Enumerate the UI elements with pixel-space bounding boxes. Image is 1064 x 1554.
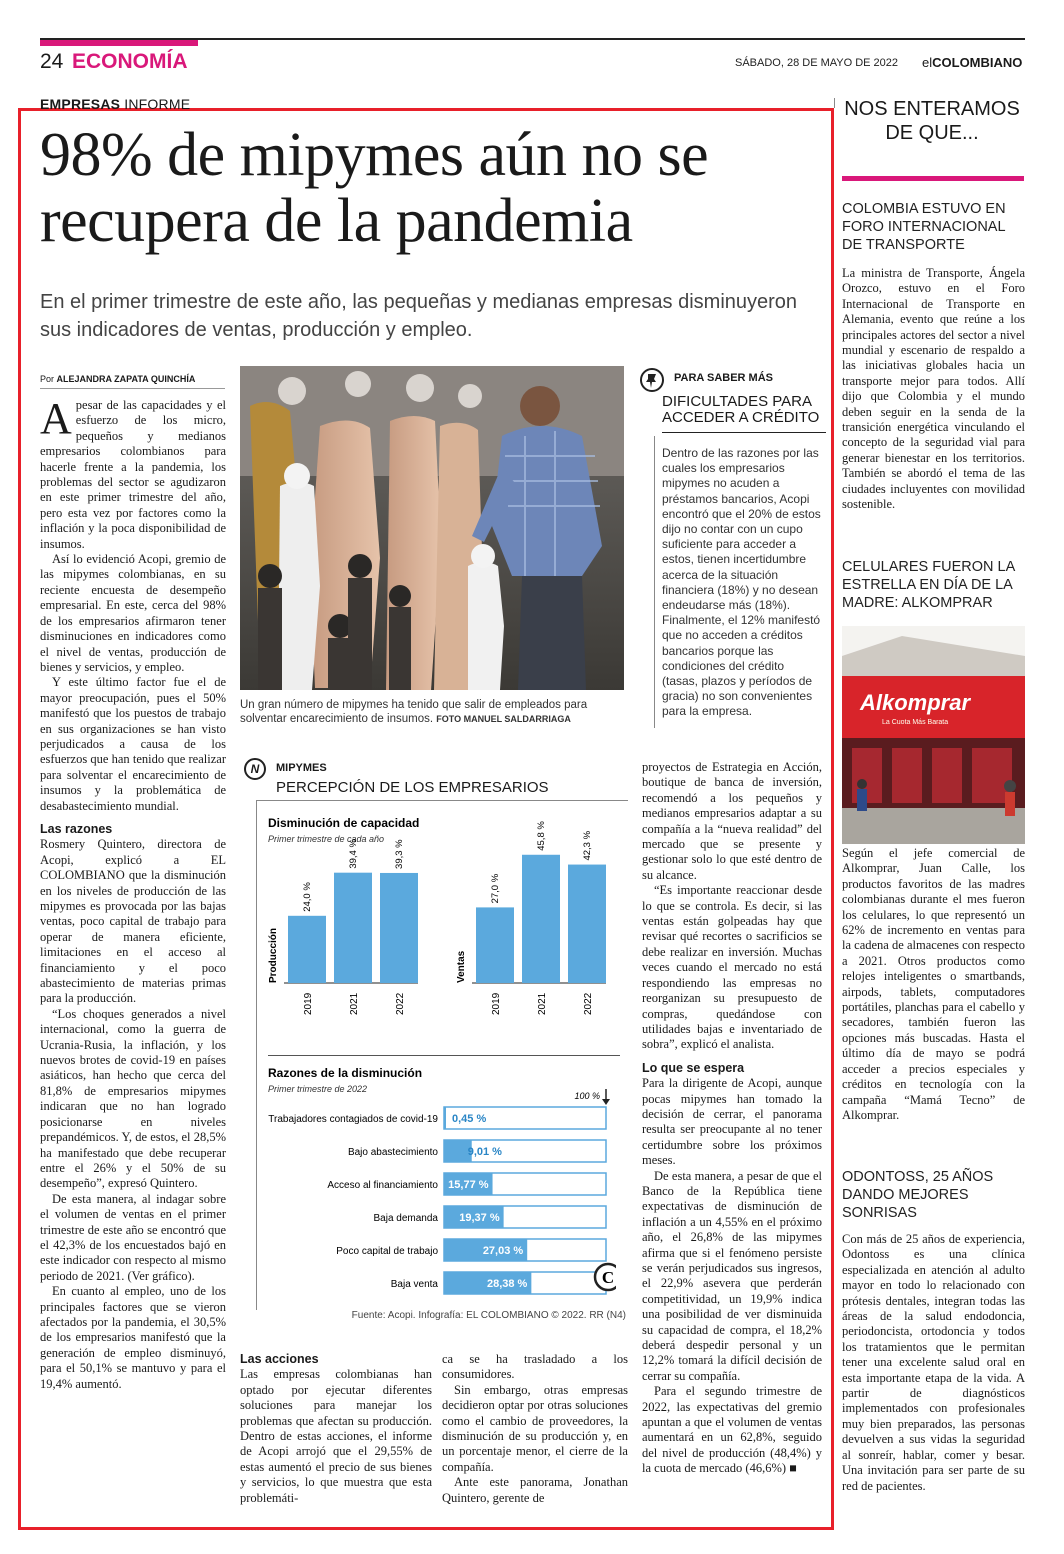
- paragraph: De esta manera, al indagar sobre el volumen de ventas en el primer trimestre de este año se encontró que el 42,3% de los encuestados bajó en este indicador con respecto al mismo periodo de 2021. (Ver gráfico).: [40, 1191, 226, 1283]
- kicker-rest: INFORME: [120, 96, 191, 112]
- end-mark: ■: [789, 1461, 797, 1476]
- reason-value-label: 9,01 %: [467, 1146, 502, 1158]
- store-sign: Alkomprar: [860, 690, 971, 715]
- store-sign-sub: La Cuota Más Barata: [882, 719, 949, 726]
- down-arrow-icon: [602, 1089, 610, 1105]
- bar-value-label: 39,3 %: [394, 839, 405, 869]
- reason-value-label: 27,03 %: [482, 1245, 524, 1257]
- bar-value-label: 24,0 %: [302, 882, 313, 912]
- kicker-bold: EMPRESAS: [40, 96, 121, 112]
- capacity-chart-title: Disminución de capacidad: [268, 816, 420, 830]
- section-name: ECONOMÍA: [72, 50, 188, 73]
- reason-label: Bajo abastecimiento: [347, 1147, 438, 1158]
- sidebar-title: NOS ENTERAMOS DE QUE...: [844, 98, 1020, 144]
- psm-label: PARA SABER MÁS: [674, 372, 774, 384]
- bar: [522, 855, 560, 983]
- bar: [568, 865, 606, 983]
- reason-value-label: 0,45 %: [452, 1113, 487, 1125]
- bar: [288, 916, 326, 983]
- sidebar-story-3-text: Con más de 25 años de experiencia, Odontoss es una clínica especializada en atención al adulto mayor en todo lo relacionado con prótesis dentales, integran todas las áreas de la salud endodoncia, periodoncista, ortodoncia y todos los tratamientos que le permitan tener una excelente salud oral en esta importante etapa de la vida. A partir de diagnósticos implementados con profesionales muy bien preparados, las personas devuelven a sus vidas la seguridad al sonreír, hablar, comer y besar. Una invitación para ser parte de su red de pacientes.: [842, 1232, 1025, 1493]
- series-label: Producción: [268, 927, 279, 983]
- reason-bar: [444, 1107, 446, 1129]
- byline-rule: [40, 388, 225, 389]
- paragraph: Y este último factor fue el de mayor preocupación, pues el 50% manifestó que los puestos de trabajo en sus organizaciones se han visto perjudicados a causa de los esfuerzos que han tenido que realizar para solventar el encarecimiento de insumos y la problemática de desabastecimiento mundial.: [40, 675, 226, 813]
- category-label: 2022: [583, 992, 594, 1015]
- photo-caption: [240, 698, 630, 726]
- brand-name: COLOMBIANO: [932, 55, 1023, 70]
- series-label: Ventas: [456, 950, 467, 983]
- byline-prefix: Por: [40, 374, 57, 384]
- reason-label: Acceso al financiamiento: [327, 1180, 438, 1191]
- reason-value-label: 19,37 %: [459, 1212, 500, 1224]
- bar: [380, 873, 418, 983]
- bar-value-label: 39,4 %: [348, 839, 359, 869]
- reason-label: Poco capital de trabajo: [336, 1246, 438, 1257]
- sidebar-story-2-head: CELULARES FUERON LA ESTRELLA EN DÍA DE LA MADRE: ALKOMPRAR: [842, 559, 1015, 611]
- paragraph: “Es importante reaccionar desde lo que se controla. Es decir, si las ventas están golpeadas hay que revisar qué recortes o sacrificios se debe realizar en inversión. Muchas veces cuando el mercado no está respondiendo las empresas no reorganizan su presupuesto de compras, quedándose con utilidades bajas e inventariado de sobra”, explicó el analista.: [642, 883, 822, 1052]
- reason-label: Baja venta: [390, 1279, 438, 1290]
- reason-value-label: 15,77 %: [448, 1179, 489, 1191]
- reason-value-label: 28,38 %: [486, 1278, 528, 1290]
- infographic-source: Fuente: Acopi. Infografía: EL COLOMBIANO © 2022. RR (N4): [351, 1310, 626, 1321]
- subhead: Las razones: [40, 821, 113, 836]
- capacity-chart-subtitle: Primer trimestre de cada año: [268, 834, 385, 844]
- reason-label: Baja demanda: [373, 1213, 438, 1224]
- paragraph: En cuanto al empleo, uno de los principales factores que se vieron afectados por la pandemia, el 30,5% de los empresarios manifestó que la generación de empleo disminuyó, para el 50,1% se mantuvo y para el 19,4% aumentó.: [40, 1284, 226, 1391]
- psm-title: DIFICULTADES PARA ACCEDER A CRÉDITO: [662, 393, 820, 426]
- issue-date: SÁBADO, 28 DE MAYO DE 2022: [735, 57, 899, 69]
- infographic-icon: N: [244, 758, 266, 780]
- brand-prefix: el: [922, 55, 933, 70]
- paragraph: Ante este panorama, Jonathan Quintero, gerente de: [442, 1475, 628, 1505]
- pin-icon: [640, 368, 664, 392]
- paragraph: Las empresas colombianas han optado por ejecutar diferentes soluciones para manejar los problemas que afectan su producción. Dentro de estas acciones, el informe de Acopi arrojó que el 29,55% de estas aumentó el precio de sus bienes y servicios, lo que muestra que esta problemáti-: [240, 1367, 432, 1505]
- subhead: Lo que se espera: [642, 1060, 745, 1075]
- paragraph: [642, 1384, 822, 1476]
- article-column-2b: [442, 1352, 628, 1506]
- sidebar-accent-bar: [842, 176, 1024, 181]
- photo-credit: FOTO MANUEL SALDARRIAGA: [436, 714, 571, 724]
- paragraph: Así lo evidenció Acopi, gremio de las mipymes colombianas, en su reciente encuesta de desempeño empresarial. En este, cerca del 98% de los empresarios afirmaron tener disminuciones en indicadores como el nivel de ventas, producción de bienes y servicios, y empleo.: [40, 552, 226, 674]
- bar: [334, 873, 372, 983]
- category-label: 2019: [303, 992, 314, 1015]
- article-kicker: [40, 96, 190, 112]
- logo-letter: C: [601, 1268, 615, 1287]
- caption-text: Un gran número de mipymes ha tenido que salir de empleados para solventar encarecimiento de insumos.: [240, 699, 588, 725]
- psm-rule: [662, 432, 826, 433]
- reasons-chart-max-label: 100 %: [574, 1091, 600, 1101]
- reason-label: Trabajadores contagiados de covid-19: [268, 1114, 438, 1125]
- article-photo: [240, 366, 624, 690]
- byline: [40, 374, 195, 384]
- paragraph: Para la dirigente de Acopi, aunque pocas mipymes han tomado la decisión de cerrar, el panorama resulta ser preocupante al no tener certidumbre sobre los próximos meses.: [642, 1076, 822, 1168]
- paragraph: Rosmery Quintero, directora de Acopi, explicó a EL COLOMBIANO que la disminución en los niveles de producción de las mipymes es provocada por las bajas ventas, poco capital de trabajo para operar de manera eficiente, limitaciones en el acceso al financiamiento y el poco abastecimiento de materias primas para la producción.: [40, 837, 226, 1006]
- bar-value-label: 42,3 %: [582, 830, 593, 861]
- infographic-kicker: MIPYMES: [276, 762, 327, 774]
- bar-value-label: 45,8 %: [536, 821, 547, 851]
- paragraph: De esta manera, a pesar de que el Banco de la República tiene expectativas de disminución de inflación a un 4,55% en el próximo año, el 26,8% de las mipymes afirma que si el fenómeno persiste se verán perjudicados sus ingresos, el 22,9% asevera que perderán competitividad, un 19,9% indica una posibilidad de ver disminuida su capacidad de compra, el 18,2% deberá despedir personal y un 12,2% tomará la difícil decisión de cerrar su compañía.: [642, 1168, 822, 1383]
- article-column-3: [642, 760, 822, 1477]
- subhead: Las acciones: [240, 1352, 319, 1366]
- sidebar-story-3-head: ODONTOSS, 25 AÑOS DANDO MEJORES SONRISAS: [842, 1169, 994, 1221]
- reasons-chart-rows: [268, 1107, 606, 1294]
- reasons-chart: [266, 1065, 616, 1295]
- psm-text: Dentro de las razones por las cuales los empresarios mipymes no acuden a préstamos bancarios, Acopi encontró que el 20% de estos dijo no contar con un cupo suficiente para acceder a estos, tienen incertidumbre acerca de la situación financiera (18%) y no desean endeudarse más (18%). Finalmente, el 12% manifestó que no acceden a créditos bancarios porque las condiciones del crédito (tasas, plazos y períodos de gracia) no son convenientes para la empresa.: [662, 446, 821, 719]
- article-column-2: [240, 1352, 432, 1506]
- paragraph: proyectos de Estrategia en Acción, boutique de banca de inversión, recomendó a los pequeños y medianos empresarios adaptar a su compañía a la “nueva realidad” del mercado que se presente y gestionar solo lo que esté dentro de su alcance.: [642, 760, 822, 882]
- reasons-chart-title: Razones de la disminución: [268, 1066, 423, 1080]
- category-label: 2021: [537, 992, 548, 1015]
- headline: 98% de mipymes aún no se recupera de la pandemia: [40, 121, 709, 255]
- alkomprar-storefront-photo: [842, 626, 1025, 844]
- brand-logo: [922, 55, 1022, 70]
- colombiano-logo-icon: [595, 1264, 616, 1290]
- infographic-separator: [268, 1055, 620, 1056]
- reasons-chart-subtitle: Primer trimestre de 2022: [268, 1084, 368, 1094]
- paragraph: pesar de las capacidades y el esfuerzo de los micro, pequeños y medianos empresarios colombianos para hacerle frente a la pandemia, los problemas del sector se agudizaron en este primer trimestre del año, pero esta vez por factores como la inflación y la poca disponibilidad de insumos.: [40, 398, 226, 551]
- mannequins-photo-illustration: [240, 366, 624, 690]
- byline-author: ALEJANDRA ZAPATA QUINCHÍA: [56, 374, 196, 384]
- paragraph: “Los choques generados a nivel internacional, como la guerra de Ucrania-Rusia, la inflación, y los nuevos brotes de covid-19 en países asiáticos, han hecho que cerca del 81,8% de empresarios mipymes indicaran que no han logrado posicionarse en niveles prepandémicos. Y, de estos, el 28,5% ha manifestado que debe recuperar entre el 26% y el 50% de su desempeño”, expresó Quintero.: [40, 1006, 226, 1191]
- paragraph: ca se ha trasladado a los consumidores.: [442, 1352, 628, 1382]
- category-label: 2019: [491, 992, 502, 1015]
- category-label: 2022: [395, 992, 406, 1015]
- bar: [476, 907, 514, 983]
- infographic-title: PERCEPCIÓN DE LOS EMPRESARIOS: [276, 779, 549, 796]
- paragraph-text: Para el segundo trimestre de 2022, las expectativas del gremio apuntan a que el volumen de ventas aumentará en un 62,8%, seguido del nivel de producción (48,4%) y la cuota de mercado (46,6%): [642, 1384, 822, 1476]
- drop-cap: A: [40, 394, 72, 443]
- sidebar-story-1-text: La ministra de Transporte, Ángela Orozco, estuvo en el Foro Internacional de Transporte en Alemania, evento que reúne a los principales actores del sector a nivel mundial y escenario de respaldo a las iniciativas globales hacia un transporte mejor para todos. Allí dijo que Colombia y el mundo deben seguir en la senda de la transición energética vinculando el concepto de la seguridad vial para generar bienestar en los territorios. También se abordó el tema de las ciudades incluyentes con movilidad sostenible.: [842, 266, 1025, 512]
- sidebar-tick: [834, 98, 835, 108]
- sidebar-story-2-text: Según el jefe comercial de Alkomprar, Juan Calle, los productos favoritos de las madres colombianas durante el mes fueron los celulares, lo que representó un 62% de incremento en ventas para la cadena de almacenes con respecto a 2021. Otros productos como relojes inteligentes o smartbands, airpods, tablets, computadores portátiles, planchas para el cabello y secadores, también fueron las opciones más buscadas. Hasta el último día de mayo se podrá acceder a precios especiales y créditos en tecnología con la campaña “Mamá Tecno” de Alkomprar.: [842, 846, 1025, 1122]
- category-label: 2021: [349, 992, 360, 1015]
- sidebar-story-1-head: COLOMBIA ESTUVO EN FORO INTERNACIONAL DE TRANSPORTE: [842, 201, 1006, 253]
- article-column-1: [40, 394, 226, 1392]
- deck: En el primer trimestre de este año, las pequeñas y medianas empresas disminuyeron sus indicadores de ventas, producción y empleo.: [40, 291, 798, 341]
- capacity-chart: [262, 815, 624, 1045]
- bar-value-label: 27,0 %: [490, 873, 501, 904]
- paragraph: Sin embargo, otras empresas decidieron optar por otras soluciones como el cambio de proveedores, la disminución de su producción y, en un porcentaje menor, el cierre de la compañía.: [442, 1382, 628, 1474]
- capacity-chart-groups: [268, 821, 606, 1015]
- section-accent-bar: [40, 40, 198, 46]
- page-number: 24: [40, 50, 64, 73]
